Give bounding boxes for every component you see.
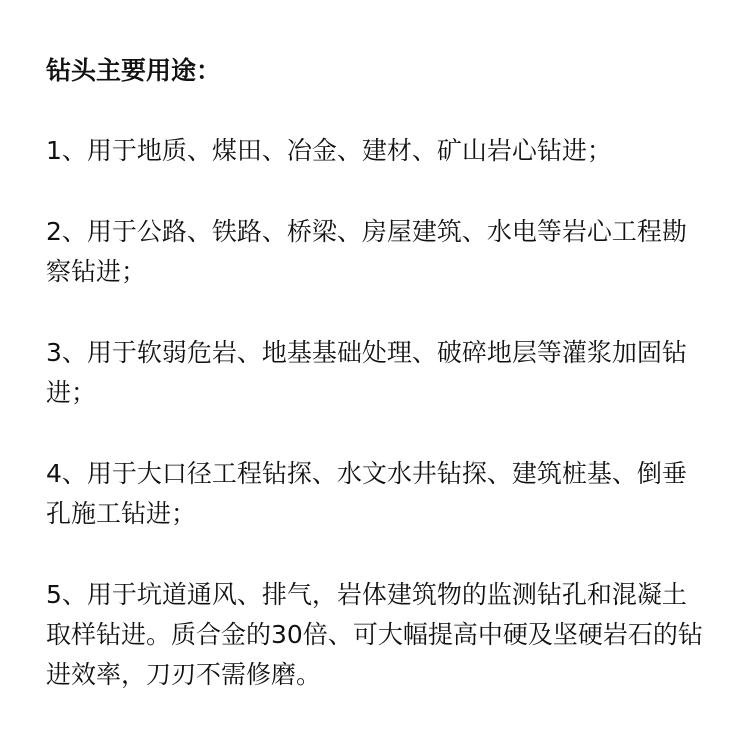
- usage-item-3: 3、用于软弱危岩、地基基础处理、破碎地层等灌浆加固钻进；: [46, 338, 687, 407]
- document-body: [46, 52, 706, 695]
- usage-item-4: 4、用于大口径工程钻探、水文水井钻探、建筑桩基、倒垂孔施工钻进；: [46, 459, 687, 528]
- usage-item-2: 2、用于公路、铁路、桥梁、房屋建筑、水电等岩心工程勘察钻进；: [46, 217, 687, 286]
- usage-item-5: 5、用于坑道通风、排气，岩体建筑物的监测钻孔和混凝土取样钻进。质合金的30倍、可大幅提高中硬及坚硬岩石的钻进效率，刀刃不需修磨。: [46, 580, 703, 689]
- usage-item-1: 1、用于地质、煤田、冶金、建材、矿山岩心钻进；: [46, 136, 612, 165]
- document-heading: 钻头主要用途：: [46, 56, 222, 85]
